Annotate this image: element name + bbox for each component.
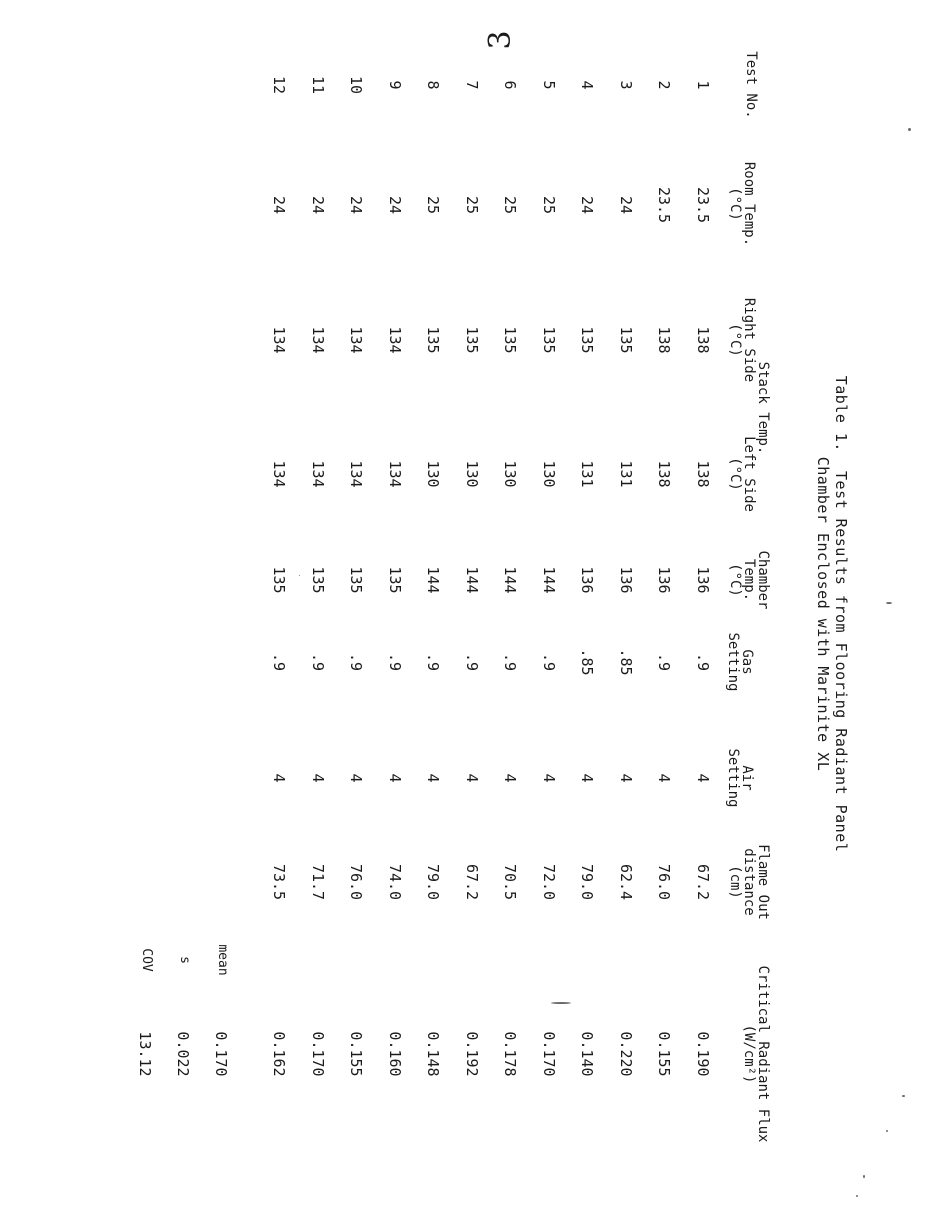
table-cell-left: 134 <box>309 460 327 488</box>
table-cell-right: 134 <box>386 326 404 354</box>
table-cell-flux: 0.192 <box>463 1031 481 1077</box>
table-cell-test: 4 <box>578 80 597 90</box>
table-cell-left: 134 <box>270 460 289 488</box>
table-cell-right: 134 <box>309 326 327 354</box>
scan-speck <box>902 1095 905 1097</box>
table-cell-test: 1 <box>694 80 712 90</box>
table-cell-air: 4 <box>617 773 635 783</box>
table-title-line-2: Chamber Enclosed with Marinite XL <box>814 456 832 772</box>
table-cell-room: 25 <box>463 195 481 215</box>
table-cell-test: 12 <box>270 75 289 95</box>
table-cell-room: 25 <box>540 195 558 215</box>
table-cell-flux: 0.155 <box>655 1031 674 1077</box>
table-cell-air: 4 <box>694 773 712 783</box>
table-cell-gas: .9 <box>655 652 674 672</box>
table-cell-flame: 74.0 <box>386 863 404 901</box>
table-cell-air: 4 <box>655 773 674 783</box>
table-cell-flux: 0.170 <box>540 1031 558 1077</box>
table-cell-flux: 0.162 <box>270 1031 289 1077</box>
table-cell-flame: 70.5 <box>501 863 520 901</box>
table-cell-chamber: 136 <box>694 566 712 594</box>
table-cell-test: 9 <box>386 80 404 90</box>
table-cell-left: 130 <box>463 460 481 488</box>
table-cell-flux: 0.155 <box>347 1031 366 1077</box>
table-cell-test: 7 <box>463 80 481 90</box>
stat-label: COV <box>139 948 154 972</box>
table-cell-left: 134 <box>386 460 404 488</box>
table-cell-left: 130 <box>501 460 520 488</box>
table-cell-air: 4 <box>386 773 404 783</box>
table-cell-chamber: 136 <box>617 566 635 594</box>
scan-speck <box>886 1130 888 1132</box>
header-room-temp: Room Temp. (°C) <box>727 161 757 247</box>
table-cell-flux: 0.178 <box>501 1031 520 1077</box>
table-cell-air: 4 <box>578 773 597 783</box>
table-cell-chamber: 144 <box>540 566 558 594</box>
table-cell-chamber: 135 <box>270 566 289 594</box>
table-cell-left: 138 <box>655 460 674 488</box>
table-cell-air: 4 <box>309 773 327 783</box>
table-cell-air: 4 <box>270 773 289 783</box>
header-left-side: Left Side (°C) <box>727 436 757 512</box>
table-title-line-1: Table 1. Test Results from Flooring Radiant Panel <box>832 375 850 853</box>
table-cell-right: 135 <box>501 326 520 354</box>
table-cell-flame: 73.5 <box>270 863 289 901</box>
table-cell-left: 131 <box>578 460 597 488</box>
table-cell-gas: .9 <box>270 652 289 672</box>
table-cell-room: 25 <box>501 195 520 215</box>
table-cell-flame: 62.4 <box>617 863 635 901</box>
scan-speck <box>856 1195 858 1197</box>
table-cell-gas: .9 <box>347 652 366 672</box>
table-cell-left: 138 <box>694 460 712 488</box>
table-cell-left: 131 <box>617 460 635 488</box>
table-cell-room: 24 <box>578 195 597 215</box>
stat-label: s <box>177 956 192 964</box>
table-cell-chamber: 135 <box>347 566 366 594</box>
table-cell-flux: 0.140 <box>578 1031 597 1077</box>
table-cell-flame: 79.0 <box>578 863 597 901</box>
table-cell-room: 24 <box>347 195 366 215</box>
table-cell-air: 4 <box>424 773 443 783</box>
table-cell-right: 138 <box>694 326 712 354</box>
table-cell-right: 135 <box>617 326 635 354</box>
header-test-no: Test No. <box>743 51 759 119</box>
table-cell-right: 138 <box>655 326 674 354</box>
table-cell-gas: .9 <box>501 652 520 672</box>
table-cell-left: 134 <box>347 460 366 488</box>
table-cell-air: 4 <box>501 773 520 783</box>
table-cell-flux: 0.190 <box>694 1031 712 1077</box>
table-cell-room: 24 <box>386 195 404 215</box>
header-gas-setting: Gas Setting <box>725 632 755 692</box>
table-cell-test: 10 <box>347 75 366 95</box>
table-cell-test: 6 <box>501 80 520 90</box>
table-cell-gas: .9 <box>540 652 558 672</box>
table-cell-gas: .85 <box>617 648 635 676</box>
table-cell-room: 24 <box>309 195 327 215</box>
header-stack-temp: Stack Temp. <box>755 361 771 455</box>
table-cell-gas: .9 <box>309 652 327 672</box>
table-cell-test: 5 <box>540 80 558 90</box>
table-cell-right: 134 <box>347 326 366 354</box>
table-cell-gas: .9 <box>424 652 443 672</box>
table-cell-room: 25 <box>424 195 443 215</box>
table-cell-flux: 0.148 <box>424 1031 443 1077</box>
table-cell-right: 135 <box>463 326 481 354</box>
table-cell-flux: 0.160 <box>386 1031 404 1077</box>
scan-speck <box>908 128 911 131</box>
table-cell-left: 130 <box>424 460 443 488</box>
table-cell-right: 135 <box>540 326 558 354</box>
table-cell-room: 23.5 <box>694 186 712 224</box>
stat-value: 13.12 <box>136 1031 154 1077</box>
table-cell-flame: 67.2 <box>694 863 712 901</box>
table-cell-flux: 0.220 <box>617 1031 635 1077</box>
header-air-setting: Air Setting <box>725 748 755 808</box>
table-cell-right: 135 <box>578 326 597 354</box>
table-cell-left: 130 <box>540 460 558 488</box>
table-cell-gas: .9 <box>386 652 404 672</box>
table-cell-right: 135 <box>424 326 443 354</box>
table-cell-chamber: 136 <box>655 566 674 594</box>
table-cell-test: 8 <box>424 80 443 90</box>
stat-value: 0.022 <box>174 1031 192 1077</box>
table-cell-test: 2 <box>655 80 674 90</box>
page-number-mark: 3 <box>483 30 518 50</box>
scan-speck <box>886 602 892 604</box>
table-cell-room: 23.5 <box>655 186 674 224</box>
header-right-side: Right Side (°C) <box>727 297 757 383</box>
table-cell-chamber: 135 <box>386 566 404 594</box>
table-cell-air: 4 <box>463 773 481 783</box>
table-cell-room: 24 <box>617 195 635 215</box>
scan-speck <box>551 1002 571 1004</box>
header-flame-out: Flame Out distance (cm) <box>727 844 771 920</box>
header-critical-flux: Critical Radiant Flux (W/cm²) <box>741 965 771 1143</box>
stat-value: 0.170 <box>212 1031 230 1077</box>
table-cell-gas: .85 <box>578 648 597 676</box>
table-cell-flame: 72.0 <box>540 863 558 901</box>
table-cell-test: 11 <box>309 75 327 95</box>
table-cell-gas: .9 <box>463 652 481 672</box>
table-cell-flux: 0.170 <box>309 1031 327 1077</box>
table-cell-flame: 71.7 <box>309 863 327 901</box>
table-cell-air: 4 <box>540 773 558 783</box>
stat-label: mean <box>215 944 230 976</box>
table-cell-chamber: 144 <box>424 566 443 594</box>
table-cell-chamber: 135 <box>309 566 327 594</box>
table-cell-test: 3 <box>617 80 635 90</box>
table-cell-chamber: 144 <box>501 566 520 594</box>
table-cell-air: 4 <box>347 773 366 783</box>
table-cell-flame: 76.0 <box>347 863 366 901</box>
scan-speck <box>863 1175 865 1178</box>
table-cell-room: 24 <box>270 195 289 215</box>
table-cell-chamber: 136 <box>578 566 597 594</box>
table-cell-flame: 67.2 <box>463 863 481 901</box>
table-cell-flame: 79.0 <box>424 863 443 901</box>
table-cell-gas: .9 <box>694 652 712 672</box>
table-cell-flame: 76.0 <box>655 863 674 901</box>
header-chamber-temp: Chamber Temp. (°C) <box>727 550 771 610</box>
scan-speck <box>299 575 300 576</box>
table-cell-chamber: 144 <box>463 566 481 594</box>
table-cell-right: 134 <box>270 326 289 354</box>
